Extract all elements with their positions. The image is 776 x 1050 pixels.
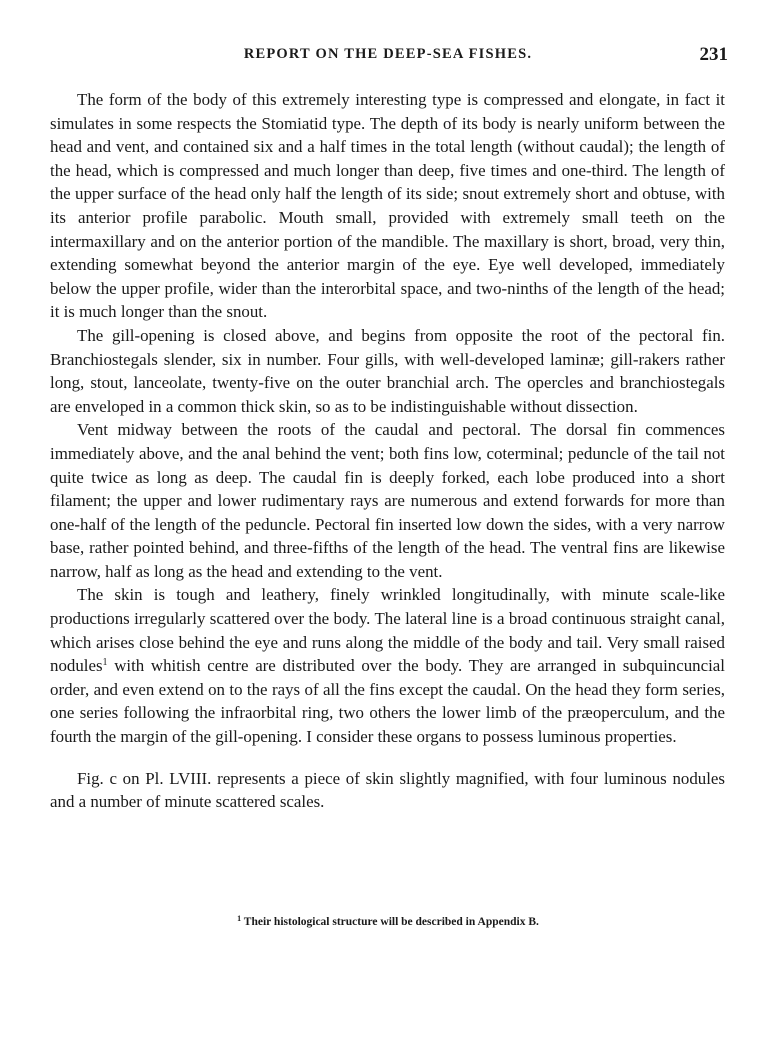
paragraph-body-form [50,88,725,324]
body-text [50,88,725,814]
page-number: 231 [699,44,728,65]
footnote-text: Their histological structure will be described in Appendix B. [243,916,539,928]
paragraph-text-continued: with whitish centre are distributed over the body. They are arranged in subquincuncial order, and even extend on to the rays of all the fins except the caudal. On the head they form series, one series following the infraorbital ring, two others the lower limb of the præoperculum, and the fourth the margin of the gill-opening. I consider these organs to possess luminous properties. [50,656,725,747]
page-header [48,44,728,68]
paragraph-figure-caption [50,767,725,814]
paragraph-text: The form of the body of this extremely interesting type is compressed and elongate, in fact it simulates in some respects the Stomiatid type. The depth of its body is nearly uniform between the head and vent, and contained six and a half times in the total length (without caudal); the length of the head, which is compressed and much longer than deep, five times and one-third. The length of the upper surface of the head only half the length of its side; snout extremely short and obtuse, with its anterior profile parabolic. Mouth small, provided with extremely small teeth on the intermaxillary and on the anterior portion of the mandible. The maxillary is short, broad, very thin, extending somewhat beyond the anterior margin of the eye. Eye well developed, immediately below the upper profile, wider than the interorbital space, and two-ninths of the length of the head; it is much longer than the snout. [50,90,725,322]
paragraph-text: The skin is tough and leathery, finely wrinkled longitudinally, with minute scale-like productions irregularly scattered over the body. The lateral line is a broad continuous straight canal, which arises close behind the eye and runs along the middle of the body and tail. Very small raised nodules [50,585,725,676]
paragraph-gill-opening [50,324,725,418]
footnote-mark: 1 [237,914,242,923]
paragraph-fins [50,418,725,583]
running-head: REPORT ON THE DEEP-SEA FISHES. [243,46,533,62]
paragraph-text: The gill-opening is closed above, and begins from opposite the root of the pectoral fin. Branchiostegals slender, six in number. Four gills, with well-developed laminæ; gill-rakers rather long, stout, lanceolate, twenty-five on the outer branchial arch. The opercles and branchiostegals are enveloped in a common thick skin, so as to be indistinguishable without dissection. [50,325,725,416]
paragraph-skin [50,583,725,748]
paragraph-text: Fig. c on Pl. LVIII. represents a piece of skin slightly magnified, with four luminous nodules and a number of minute scattered scales. [50,768,725,812]
footnote-reference[interactable]: 1 [102,657,108,669]
footnote [0,916,776,928]
paragraph-text: Vent midway between the roots of the caudal and pectoral. The dorsal fin commences immediately above, and the anal behind the vent; both fins low, coterminal; peduncle of the tail not quite twice as long as deep. The caudal fin is deeply forked, each lobe produced into a short filament; the upper and lower rudimentary rays are numerous and extend forwards for more than one-half of the length of the peduncle. Pectoral fin inserted low down the sides, with a very narrow base, rather pointed behind, and three-fifths of the length of the head. The ventral fins are likewise narrow, half as long as the head and extending to the vent. [50,420,725,581]
